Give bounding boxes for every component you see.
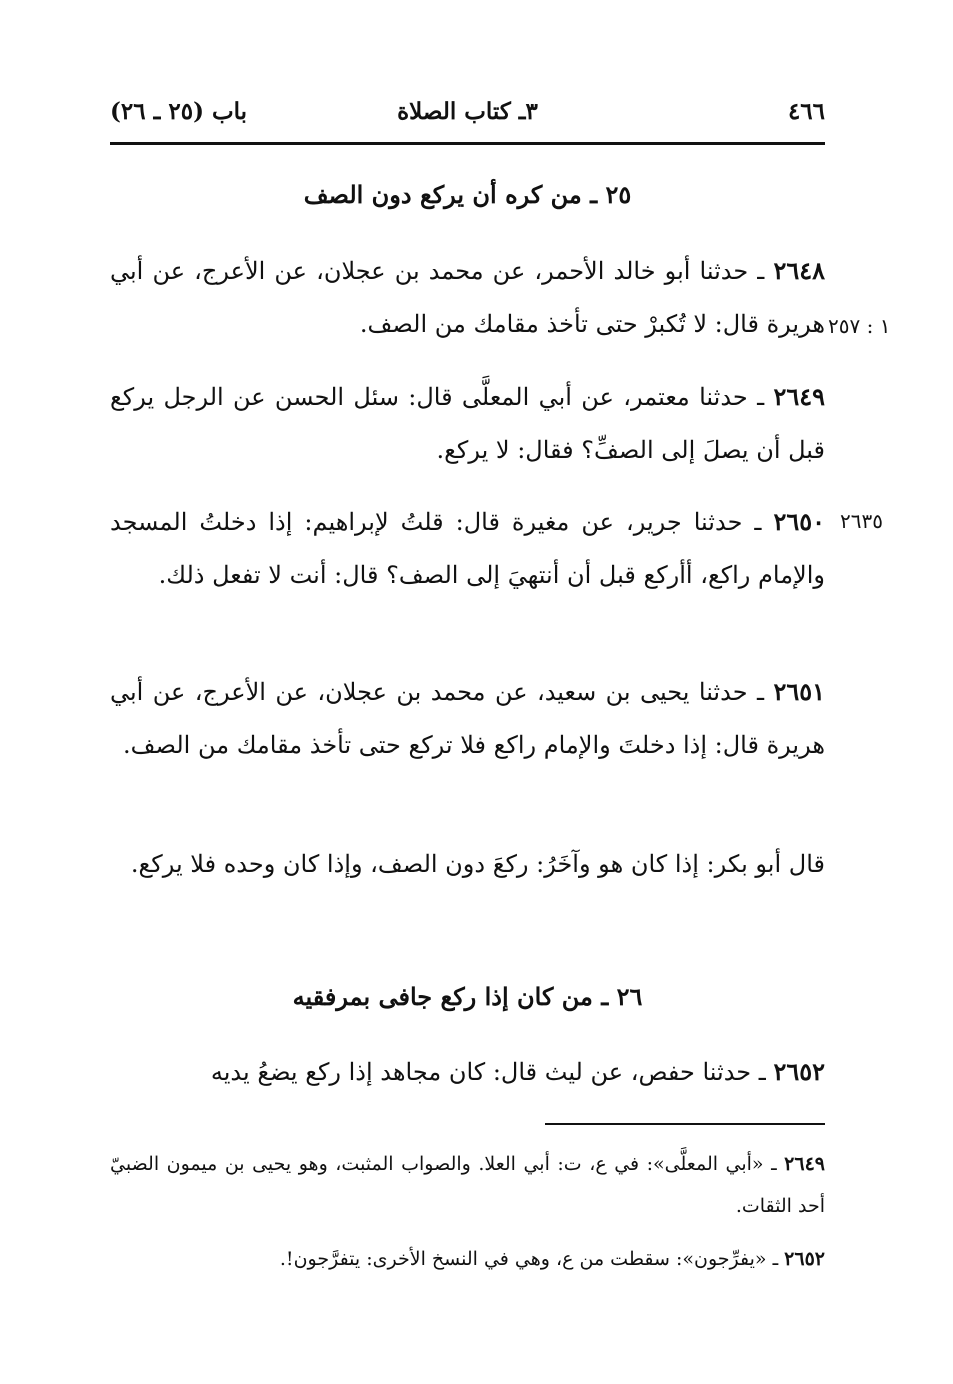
margin-reference: ٢٦٣٥ (840, 509, 883, 533)
header-rule (110, 142, 825, 145)
chapter-range: باب (٢٥ ـ ٢٦) (110, 98, 248, 125)
footnote-rule (545, 1123, 825, 1125)
commentary-abu-bakr (110, 838, 825, 891)
footnote-2649 (110, 1143, 825, 1227)
hadith-number: ٢٦٥٠ (773, 507, 825, 536)
hadith-text: ـ حدثنا يحيى بن سعيد، عن محمد بن عجلان، عن الأعرج، عن أبي هريرة قال: إذا دخلتَ والإمام راكع فلا تركع حتى تأخذ مقامك من الصف. (110, 678, 825, 759)
hadith-2648 (110, 244, 825, 351)
footnote-number: ٢٦٥٢ (784, 1248, 825, 1270)
hadith-text: ـ حدثنا حفص، عن ليث قال: كان مجاهد إذا ركع يضعُ يديه (210, 1058, 774, 1086)
section-title-26: ٢٦ ـ من كان إذا ركع جافى بمرفقيه (292, 982, 643, 1011)
book-title: ٣ـ كتاب الصلاة (397, 98, 538, 125)
section-title-25: ٢٥ ـ من كره أن يركع دون الصف (303, 180, 632, 209)
hadith-2649 (110, 370, 825, 477)
footnote-text: ـ «يفرِّجون»: سقطت من ع، وهي في النسخ الأخرى: يتفرَّجون!. (279, 1248, 785, 1270)
hadith-number: ٢٦٥٢ (773, 1057, 825, 1086)
page-header (110, 94, 825, 132)
margin-reference: ١ : ٢٥٧ (828, 314, 891, 338)
footnote-text: ـ «أبي المعلَّى»: في ع، ت: أبي العلا. والصواب المثبت، وهو يحيى بن ميمون الضبيّ أحد الثقات. (110, 1153, 825, 1217)
footnote-number: ٢٦٤٩ (784, 1153, 825, 1175)
hadith-number: ٢٦٥١ (773, 677, 825, 706)
hadith-2651 (110, 665, 825, 772)
hadith-number: ٢٦٤٩ (773, 382, 825, 411)
footnote-2652 (110, 1238, 825, 1280)
hadith-2650 (110, 495, 825, 602)
hadith-text: ـ حدثنا أبو خالد الأحمر، عن محمد بن عجلان، عن الأعرج، عن أبي هريرة قال: لا تُكبرْ حتى تأخذ مقامك من الصف. (110, 257, 825, 338)
hadith-number: ٢٦٤٨ (773, 256, 825, 285)
commentary-text: قال أبو بكر: إذا كان هو وآخَرُ: ركعَ دون الصف، وإذا كان وحده فلا يركع. (130, 850, 825, 878)
page-number: ٤٦٦ (787, 98, 825, 125)
hadith-text: ـ حدثنا معتمر، عن أبي المعلَّى قال: سئل الحسن عن الرجل يركع قبل أن يصلَ إلى الصفِّ؟ فقال: لا يركع. (110, 383, 825, 464)
hadith-2652 (110, 1045, 825, 1099)
hadith-text: ـ حدثنا جرير، عن مغيرة قال: قلتُ لإبراهيم: إذا دخلتُ المسجد والإمام راكع، أأركع قبل أن أنتهيَ إلى الصف؟ قال: أنت لا تفعل ذلك. (110, 508, 825, 589)
